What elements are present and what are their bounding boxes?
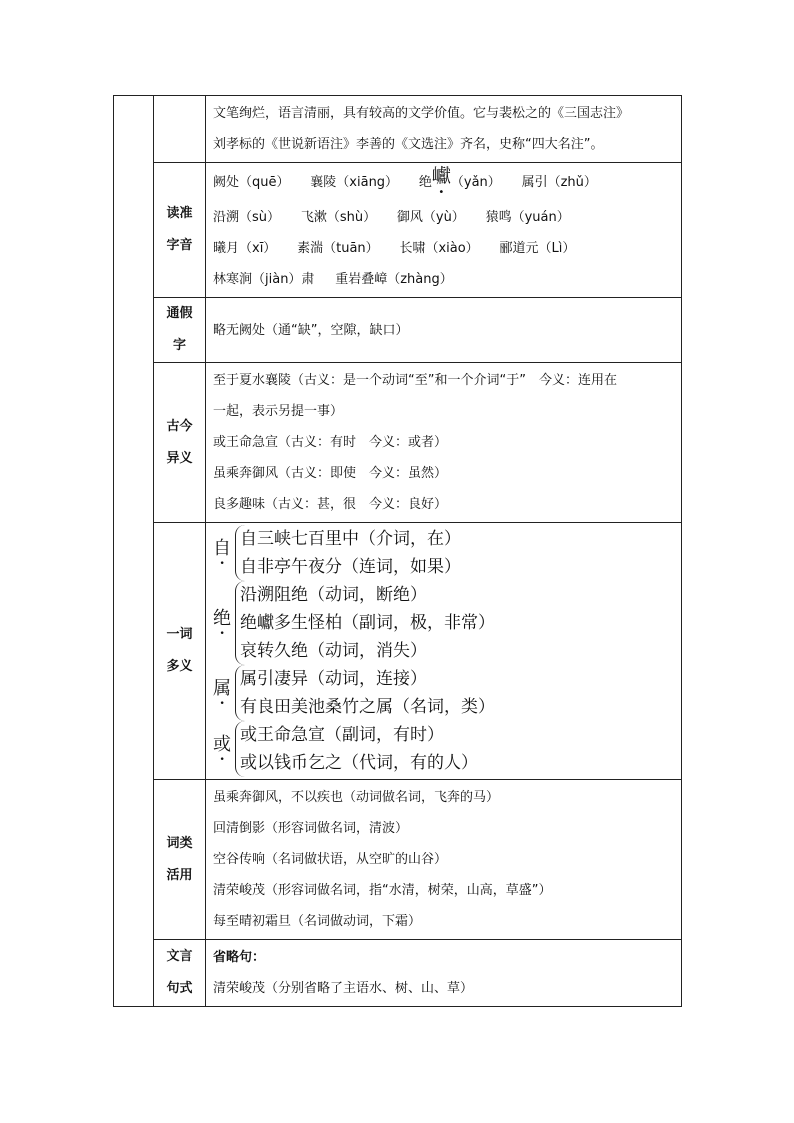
intro-line-1: 文笔绚烂，语言清丽，具有较高的文学价值。它与裴松之的《三国志注》	[213, 106, 630, 121]
tongjia-text: 略无阙处（通“缺”，空隙，缺口）	[213, 322, 409, 338]
yiciduoyi-label: 一词 多义	[154, 523, 206, 780]
intro-label-cell	[154, 96, 206, 163]
cilei-line-3: 空谷传响（名词做状语，从空旷的山谷）	[213, 852, 448, 867]
zi-item-1: 自三峡七百里中（介词，在）	[240, 529, 461, 549]
row-tongjia	[114, 298, 682, 363]
group-jue: 绝 沿溯阻绝（动词，断绝） 绝巘多生怪柏（副词，极，非常） 哀转久绝（动词，消失）	[213, 581, 675, 665]
gujin-content	[206, 363, 682, 523]
zi-item-2: 自非亭午夜分（连词，如果）	[240, 557, 461, 577]
cilei-line-4: 清荣峻茂（形容词做名词，指“水清，树荣，山高，草盛”）	[213, 883, 552, 898]
pronunciation-content	[206, 163, 682, 298]
pron-line-1: 阙处（quē） 襄陵（xiāng） 绝巘（yǎn） 属引（zhǔ）	[213, 165, 597, 190]
gujin-line-4: 虽乘奔御风（古义：即使 今义：虽然）	[213, 466, 448, 481]
row-gujin	[114, 363, 682, 523]
row-cilei	[114, 780, 682, 940]
shu-item-2: 有良田美池桑竹之属（名词，类）	[240, 697, 495, 717]
shu-item-1: 属引凄异（动词，连接）	[240, 669, 427, 689]
gujin-line-5: 良多趣味（古义：甚，很 今义：良好）	[213, 497, 448, 512]
notes-table	[113, 95, 682, 1007]
group-zi: 自 自三峡七百里中（介词，在） 自非亭午夜分（连词，如果）	[213, 525, 675, 581]
cilei-line-1: 虽乘奔御风，不以疾也（动词做名词，飞奔的马）	[213, 790, 500, 805]
cilei-label: 词类 活用	[154, 780, 206, 940]
pron-line-3: 曦月（xī） 素湍（tuān） 长啸（xiào） 郦道元（Lì）	[213, 241, 576, 256]
row-yiciduoyi	[114, 523, 682, 780]
cilei-line-5: 每至晴初霜旦（名词做动词，下霜）	[213, 914, 422, 929]
huo-item-2: 或以钱币乞之（代词，有的人）	[240, 753, 478, 773]
pron-line-2: 沿溯（sù） 飞漱（shù） 御风（yù） 猿鸣（yuán）	[213, 210, 570, 225]
cilei-line-2: 回清倒影（形容词做名词，清波）	[213, 821, 409, 836]
tongjia-label: 通假 字	[154, 298, 206, 363]
cilei-content	[206, 780, 682, 940]
jushi-heading: 省略句：	[213, 950, 266, 965]
jushi-content	[206, 940, 682, 1007]
gujin-line-3: 或王命急宣（古义：有时 今义：或者）	[213, 435, 448, 450]
tongjia-content	[206, 298, 682, 363]
row-pronunciation	[114, 163, 682, 298]
row-jushi	[114, 940, 682, 1007]
jue-item-3: 哀转久绝（动词，消失）	[240, 641, 427, 661]
outer-left-cell	[114, 96, 154, 1007]
yiciduoyi-content	[206, 523, 682, 780]
intro-line-2: 刘孝标的《世说新语注》李善的《文选注》齐名，史称“四大名注”。	[213, 137, 604, 152]
huo-item-1: 或王命急宣（副词，有时）	[240, 725, 444, 745]
group-huo: 或 或王命急宣（副词，有时） 或以钱币乞之（代词，有的人）	[213, 721, 675, 777]
gujin-line-2: 一起，表示另提一事）	[213, 404, 344, 419]
jue-item-2: 绝巘多生怪柏（副词，极，非常）	[240, 613, 495, 633]
row-intro	[114, 96, 682, 163]
pron-line-4: 林寒涧（jiàn）肃 重岩叠嶂（zhàng）	[213, 272, 453, 287]
jue-item-1: 沿溯阻绝（动词，断绝）	[240, 585, 427, 605]
jushi-text: 清荣峻茂（分别省略了主语水、树、山、草）	[213, 981, 474, 996]
gujin-label: 古今 异义	[154, 363, 206, 523]
jushi-label: 文言 句式	[154, 940, 206, 1007]
pronunciation-label: 读准 字音	[154, 163, 206, 298]
group-shu: 属 属引凄异（动词，连接） 有良田美池桑竹之属（名词，类）	[213, 665, 675, 721]
gujin-line-1: 至于夏水襄陵（古义：是一个动词“至”和一个介词“于” 今义：连用在	[213, 373, 617, 388]
intro-content	[206, 96, 682, 163]
